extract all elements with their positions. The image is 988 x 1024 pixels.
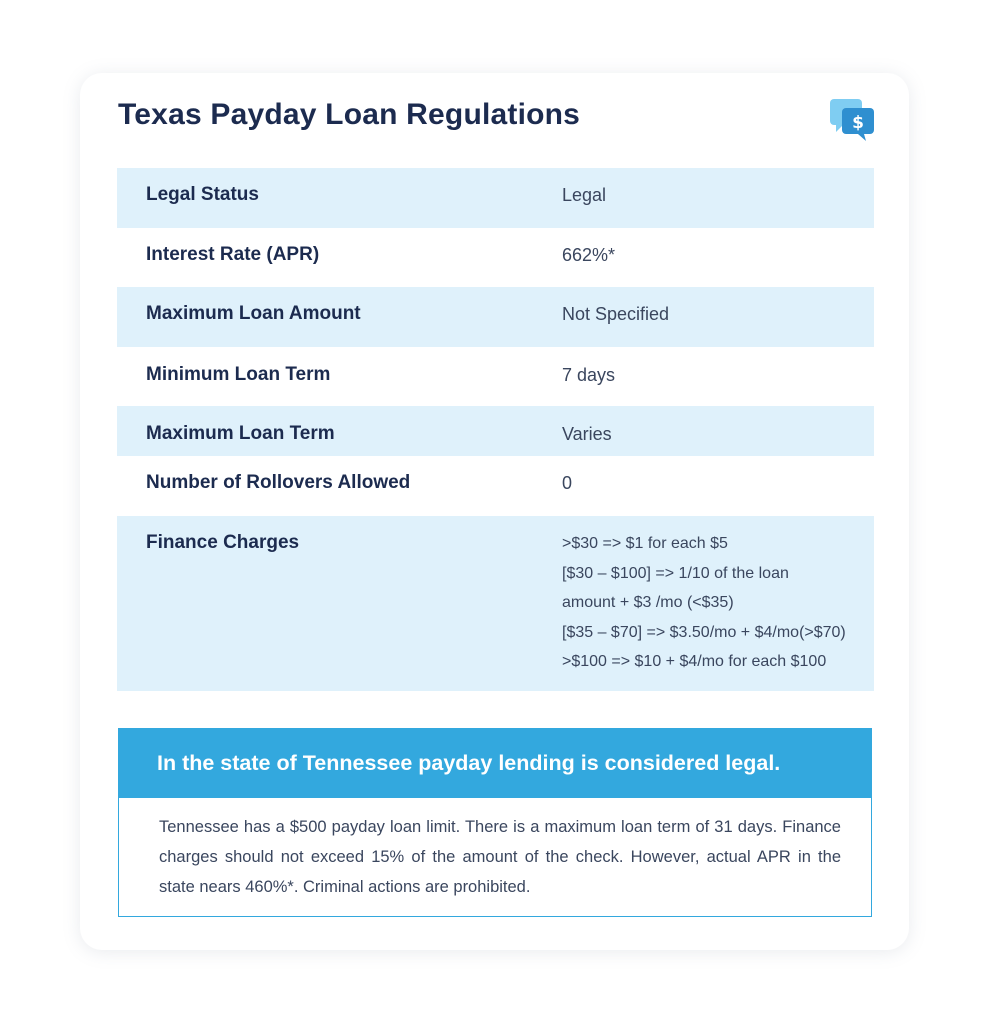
row-label: Maximum Loan Amount xyxy=(146,303,361,324)
regulations-card xyxy=(80,73,909,950)
finance-line: >$100 => $10 + $4/mo for each $100 xyxy=(562,653,827,670)
regulations-table xyxy=(117,168,874,691)
notice-body: Tennessee has a $500 payday loan limit. There is a maximum loan term of 31 days. Finance charges should not exceed 15% of the amount of the check. However, actual APR in the state nears 460%*. Criminal actions are prohibited. xyxy=(159,818,841,896)
table-row xyxy=(117,168,874,228)
table-row xyxy=(117,228,874,287)
row-value: 7 days xyxy=(562,365,616,385)
finance-charges-value xyxy=(562,529,846,677)
row-label: Maximum Loan Term xyxy=(146,423,335,444)
table-row xyxy=(117,516,874,691)
state-notice xyxy=(118,728,872,917)
svg-text:$: $ xyxy=(852,113,864,133)
row-label: Interest Rate (APR) xyxy=(146,244,320,265)
row-value: Varies xyxy=(562,424,612,444)
chat-dollar-icon xyxy=(830,99,876,141)
row-value: Not Specified xyxy=(562,304,670,324)
table-row xyxy=(117,406,874,456)
row-label: Minimum Loan Term xyxy=(146,364,331,385)
row-label: Number of Rollovers Allowed xyxy=(146,472,411,493)
finance-line: >$30 => $1 for each $5 xyxy=(562,535,728,552)
finance-line: [$35 – $70] => $3.50/mo + $4/mo(>$70) xyxy=(562,623,846,641)
finance-line: [$30 – $100] => 1/10 of the loan xyxy=(562,564,789,582)
finance-line: amount + $3 /mo (<$35) xyxy=(562,594,734,611)
row-value: Legal xyxy=(562,185,607,205)
table-row xyxy=(117,347,874,406)
row-label: Finance Charges xyxy=(146,532,300,553)
table-row xyxy=(117,456,874,516)
notice-heading: In the state of Tennessee payday lending is considered legal. xyxy=(119,729,871,798)
row-value: 0 xyxy=(562,473,573,493)
table-row xyxy=(117,287,874,347)
row-label: Legal Status xyxy=(146,184,259,205)
card-title: Texas Payday Loan Regulations xyxy=(118,98,581,131)
row-value: 662%* xyxy=(562,245,616,265)
